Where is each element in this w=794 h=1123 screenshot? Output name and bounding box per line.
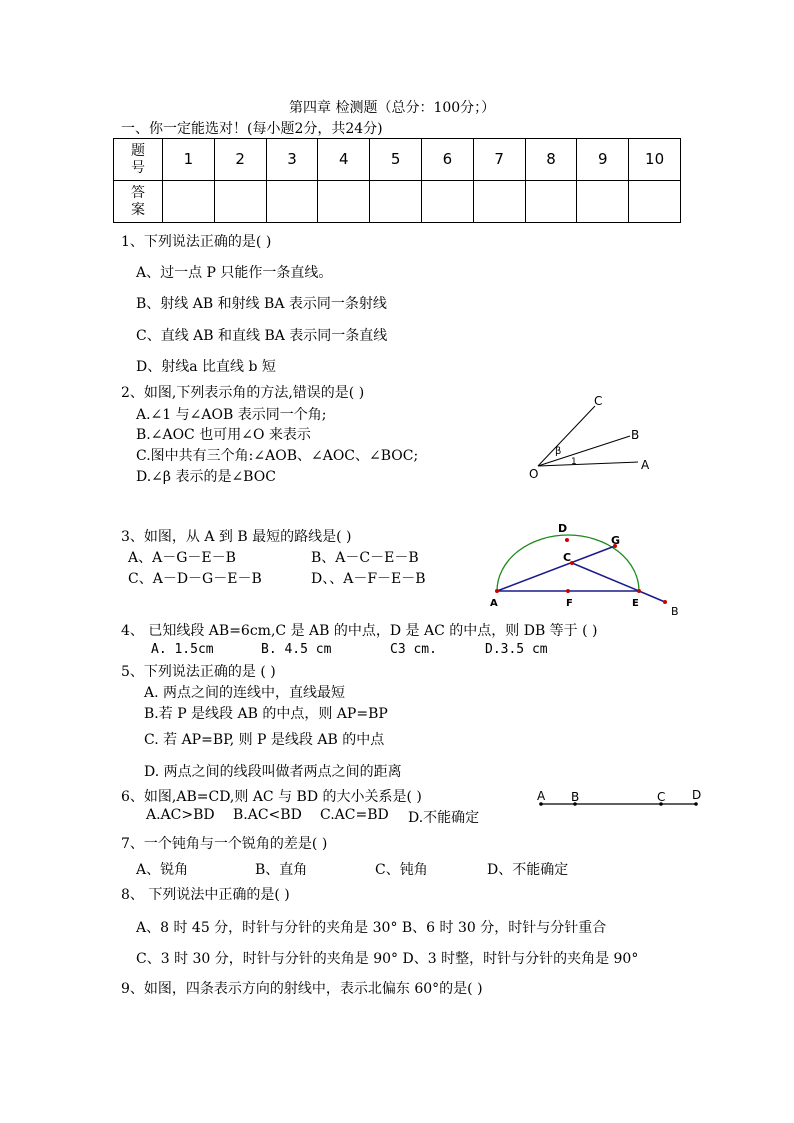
question-2-option-c: C.图中共有三个角:∠AOB、∠AOC、∠BOC; <box>136 448 419 464</box>
question-9-stem: 9、如图，四条表示方向的射线中，表示北偏东 60°的是( ) <box>121 981 483 997</box>
label-d: D <box>692 788 702 802</box>
label-c: C <box>657 790 666 804</box>
segment-figure <box>530 786 710 810</box>
answer-cell[interactable] <box>473 181 525 223</box>
label-a: A <box>490 598 498 609</box>
table-cell-number: 2 <box>214 139 266 181</box>
question-1-stem: 1、下列说法正确的是( ) <box>121 234 272 250</box>
answer-cell[interactable] <box>577 181 629 223</box>
answer-cell[interactable] <box>214 181 266 223</box>
question-4-option-a: A. 1.5cm <box>151 642 214 657</box>
angle-figure <box>520 388 660 488</box>
segment-ce <box>572 563 639 591</box>
question-2-option-b: B.∠AOC 也可用∠O 来表示 <box>136 427 311 443</box>
question-5-stem: 5、下列说法正确的是 ( ) <box>121 664 276 680</box>
label-b: B <box>671 605 679 618</box>
question-6-stem: 6、如图,AB=CD,则 AC 与 BD 的大小关系是( ) <box>121 789 422 805</box>
section-heading: 一、你一定能选对！(每小题2分，共24分) <box>121 121 383 137</box>
question-3-stem: 3、如图，从 A 到 B 最短的路线是( ) <box>121 529 352 545</box>
table-cell-number: 6 <box>421 139 473 181</box>
table-cell-number: 7 <box>473 139 525 181</box>
answer-cell[interactable] <box>318 181 370 223</box>
segment-ag <box>497 546 615 591</box>
question-3-option-d: D、、A－F－E－B <box>311 571 426 587</box>
question-1-option-c: C、直线 AB 和直线 BA 表示同一条直线 <box>136 328 388 344</box>
answer-cell[interactable] <box>525 181 577 223</box>
table-cell-number: 5 <box>370 139 422 181</box>
label-b: B <box>631 428 640 442</box>
question-3-option-c: C、A－D－G－E－B <box>128 571 262 587</box>
question-1-option-b: B、射线 AB 和射线 BA 表示同一条射线 <box>136 296 387 312</box>
question-7-option-b: B、直角 <box>255 862 308 878</box>
path-figure <box>482 520 688 620</box>
question-8-options-cd: C、3 时 30 分，时针与分针的夹角是 90° D、3 时整，时针与分针的夹角是 90° <box>136 951 639 967</box>
question-2-option-d: D.∠β 表示的是∠BOC <box>136 469 276 485</box>
question-7-option-c: C、钝角 <box>375 862 428 878</box>
question-7-option-d: D、不能确定 <box>487 862 569 878</box>
question-1-option-d: D、射线a 比直线 b 短 <box>136 359 276 375</box>
table-cell-number: 9 <box>577 139 629 181</box>
answer-cell[interactable] <box>370 181 422 223</box>
question-3-option-b: B、A－C－E－B <box>311 550 419 566</box>
table-cell-number: 3 <box>266 139 318 181</box>
question-7-option-a: A、锐角 <box>136 862 189 878</box>
question-6-option-d: D.不能确定 <box>408 810 480 826</box>
question-4-option-c: C3 cm. <box>390 642 437 657</box>
question-2-stem: 2、如图,下列表示角的方法,错误的是( ) <box>121 385 365 401</box>
label-a: A <box>641 458 650 472</box>
question-1-option-a: A、过一点 P 只能作一条直线。 <box>136 265 333 281</box>
point-d <box>565 538 569 542</box>
table-cell-number: 8 <box>525 139 577 181</box>
point-a <box>495 589 499 593</box>
question-5-option-a: A. 两点之间的连线中，直线最短 <box>144 685 346 701</box>
table-header-number: 题 号 <box>114 139 163 181</box>
label-d: D <box>558 522 568 535</box>
ray-oa <box>538 462 638 466</box>
question-3-option-a: A、A－G－E－B <box>128 550 236 566</box>
answer-cell[interactable] <box>266 181 318 223</box>
segment-eb <box>639 591 665 602</box>
question-4-option-d: D.3.5 cm <box>485 642 548 657</box>
question-5-option-c: C. 若 AP=BP, 则 P 是线段 AB 的中点 <box>144 732 385 748</box>
label-c: C <box>594 394 603 408</box>
label-g: G <box>611 534 621 547</box>
answer-cell[interactable] <box>629 181 681 223</box>
table-header-answer: 答 案 <box>114 181 163 223</box>
point-b <box>663 600 667 604</box>
point-e <box>637 589 641 593</box>
question-5-option-b: B.若 P 是线段 AB 的中点，则 AP=BP <box>144 706 388 722</box>
question-4-option-b: B. 4.5 cm <box>261 642 332 657</box>
answer-cell[interactable] <box>163 181 215 223</box>
answer-cell[interactable] <box>421 181 473 223</box>
question-8-options-ab: A、8 时 45 分，时针与分针的夹角是 30° B、6 时 30 分，时针与分针重合 <box>136 920 607 936</box>
question-7-stem: 7、一个钝角与一个锐角的差是( ) <box>121 836 328 852</box>
question-4-stem: 4、 已知线段 AB=6cm,C 是 AB 的中点，D 是 AC 的中点，则 DB 等于 ( ) <box>121 623 598 639</box>
label-beta: β <box>555 446 562 457</box>
table-cell-number: 4 <box>318 139 370 181</box>
question-8-stem: 8、 下列说法中正确的是( ) <box>121 887 290 903</box>
page-title: 第四章 检测题（总分：100分；） <box>289 100 496 116</box>
label-o: O <box>529 467 539 481</box>
label-a: A <box>537 789 546 803</box>
table-cell-number: 10 <box>629 139 681 181</box>
point-f <box>566 589 570 593</box>
point-d <box>694 802 698 806</box>
question-6-option-c: C.AC=BD <box>320 807 389 823</box>
answer-table <box>113 138 681 223</box>
question-6-option-a: A.AC>BD <box>146 807 215 823</box>
question-6-option-b: B.AC<BD <box>233 807 302 823</box>
label-b: B <box>571 790 580 804</box>
question-5-option-d: D. 两点之间的线段叫做者两点之间的距离 <box>144 764 402 780</box>
table-cell-number: 1 <box>163 139 215 181</box>
label-f: F <box>566 598 573 609</box>
label-e: E <box>632 598 639 609</box>
label-1: 1 <box>571 457 577 467</box>
question-2-option-a: A.∠1 与∠AOB 表示同一个角; <box>136 407 327 423</box>
label-c: C <box>563 551 572 564</box>
